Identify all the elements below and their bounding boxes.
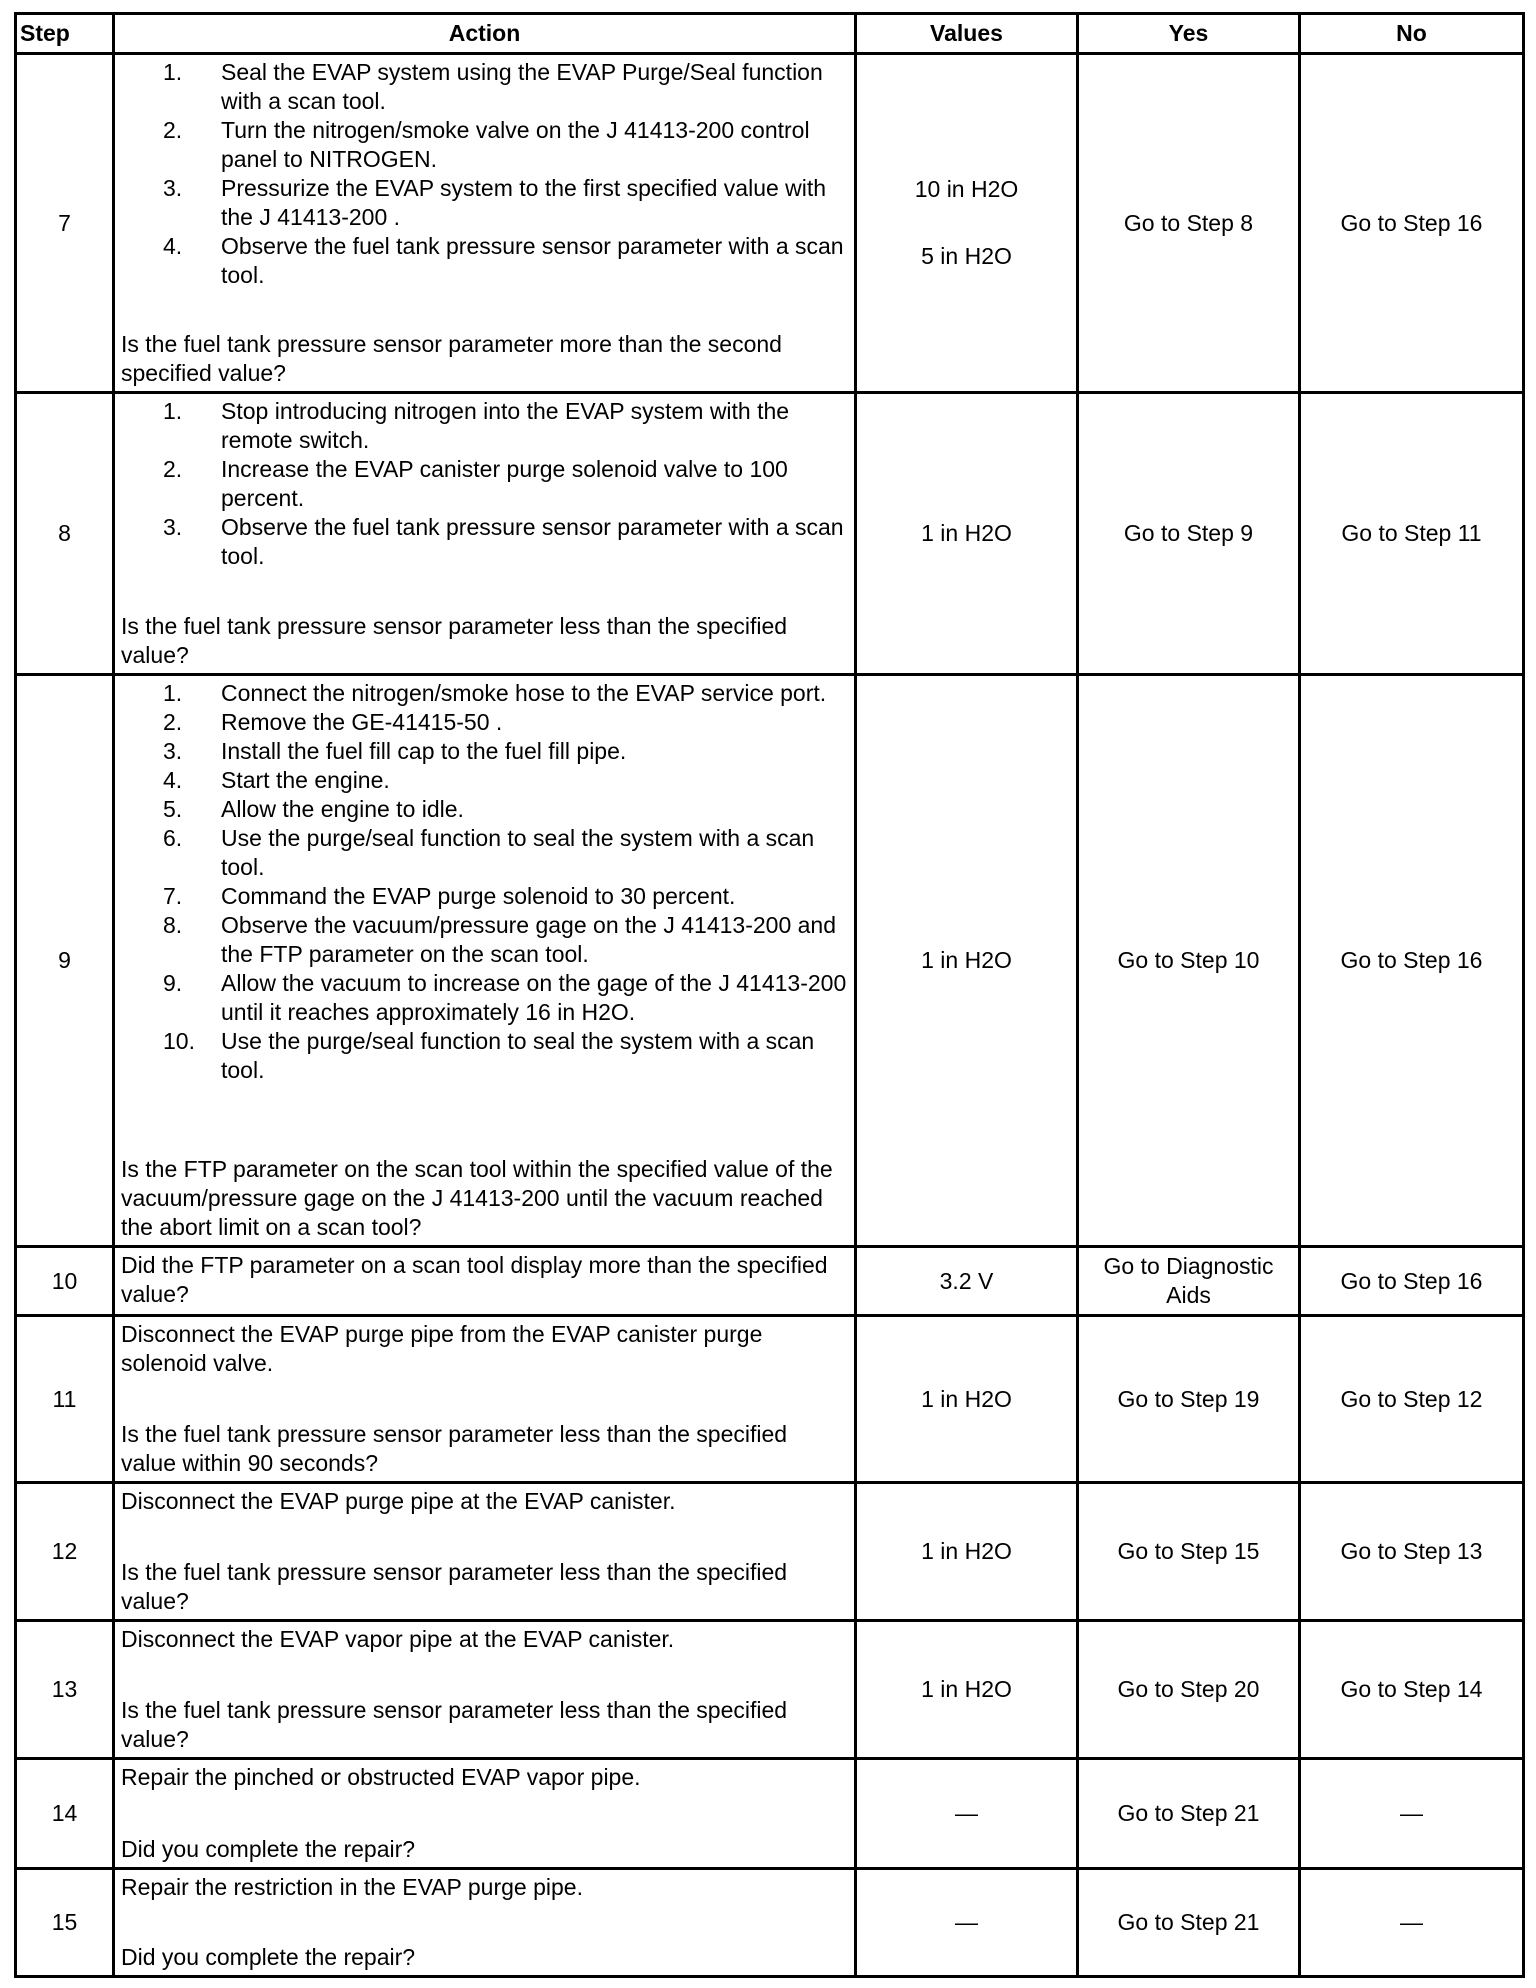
action-content bbox=[121, 1763, 848, 1864]
action-step-item bbox=[163, 679, 848, 708]
values-cell bbox=[856, 54, 1078, 393]
action-text: Repair the restriction in the EVAP purge pipe. bbox=[121, 1874, 583, 1900]
yes-result: Go to Step 19 bbox=[1078, 1316, 1300, 1483]
action-step-item bbox=[163, 882, 848, 911]
action-step-item bbox=[163, 824, 848, 882]
step-number: 9 bbox=[16, 675, 114, 1247]
diagnostic-table bbox=[14, 12, 1525, 1978]
spec-value: 10 in H2O bbox=[914, 176, 1019, 202]
action-content bbox=[121, 1320, 848, 1478]
action-step-item bbox=[163, 513, 848, 571]
action-step-text: Allow the vacuum to increase on the gage of the J 41413-200 until it reaches approximately 16 in H2O. bbox=[221, 970, 847, 1025]
header-yes: Yes bbox=[1078, 14, 1300, 54]
action-step-item bbox=[163, 174, 848, 232]
action-step-number: 3. bbox=[163, 514, 183, 540]
spec-value: — bbox=[955, 1909, 978, 1935]
table-row bbox=[16, 1316, 1524, 1483]
action-instructions bbox=[121, 1763, 848, 1792]
action-cell bbox=[114, 1869, 856, 1977]
spec-value: 1 in H2O bbox=[921, 1538, 1012, 1564]
header-step: Step bbox=[16, 14, 114, 54]
values-cell bbox=[856, 393, 1078, 675]
action-question: Did you complete the repair? bbox=[121, 1836, 416, 1862]
values-cell bbox=[856, 1247, 1078, 1316]
action-content bbox=[121, 58, 848, 388]
action-cell bbox=[114, 393, 856, 675]
action-step-text: Connect the nitrogen/smoke hose to the EVAP service port. bbox=[221, 680, 827, 706]
spec-value: 1 in H2O bbox=[921, 1385, 1012, 1412]
action-text: Repair the pinched or obstructed EVAP vapor pipe. bbox=[121, 1764, 641, 1790]
action-step-number: 7. bbox=[163, 883, 183, 909]
action-question: Is the fuel tank pressure sensor parameter less than the specified value within 90 seconds? bbox=[121, 1421, 788, 1476]
action-step-text: Start the engine. bbox=[221, 767, 390, 793]
action-step-number: 10. bbox=[163, 1028, 195, 1054]
values-cell bbox=[856, 1759, 1078, 1869]
spec-value: 1 in H2O bbox=[921, 947, 1012, 973]
action-step-item bbox=[163, 116, 848, 174]
action-step-number: 1. bbox=[163, 398, 183, 424]
action-step-number: 4. bbox=[163, 767, 183, 793]
no-result: Go to Step 12 bbox=[1300, 1316, 1524, 1483]
action-text: Did the FTP parameter on a scan tool display more than the specified value? bbox=[121, 1252, 828, 1307]
action-text: Disconnect the EVAP purge pipe at the EVAP canister. bbox=[121, 1488, 676, 1514]
action-step-text: Turn the nitrogen/smoke valve on the J 41413-200 control panel to NITROGEN. bbox=[221, 117, 810, 172]
action-question: Is the FTP parameter on the scan tool within the specified value of the vacuum/pressure gage on the J 41413-200 until the vacuum reached the abort limit on a scan tool? bbox=[121, 1156, 833, 1240]
action-instructions bbox=[121, 397, 848, 571]
no-result: Go to Step 16 bbox=[1300, 1247, 1524, 1316]
action-question: Is the fuel tank pressure sensor parameter more than the second specified value? bbox=[121, 331, 782, 386]
action-step-item bbox=[163, 911, 848, 969]
action-step-item bbox=[163, 795, 848, 824]
no-result: Go to Step 16 bbox=[1300, 675, 1524, 1247]
step-number: 7 bbox=[16, 54, 114, 393]
no-result: Go to Step 11 bbox=[1300, 393, 1524, 675]
table-row bbox=[16, 1759, 1524, 1869]
action-step-number: 1. bbox=[163, 59, 183, 85]
action-step-number: 2. bbox=[163, 117, 183, 143]
action-step-text: Observe the vacuum/pressure gage on the J 41413-200 and the FTP parameter on the scan tool. bbox=[221, 912, 837, 967]
header-values: Values bbox=[856, 14, 1078, 54]
header-row bbox=[16, 14, 1524, 54]
spec-value: 3.2 V bbox=[939, 1267, 994, 1294]
step-number: 10 bbox=[16, 1247, 114, 1316]
action-step-number: 1. bbox=[163, 680, 183, 706]
table-row bbox=[16, 1247, 1524, 1316]
action-step-number: 3. bbox=[163, 738, 183, 764]
action-text: Disconnect the EVAP vapor pipe at the EVAP canister. bbox=[121, 1626, 675, 1652]
action-step-list bbox=[121, 679, 848, 1085]
action-instructions bbox=[121, 1487, 848, 1516]
yes-result: Go to Step 20 bbox=[1078, 1621, 1300, 1759]
action-step-list bbox=[121, 58, 848, 290]
no-result: Go to Step 13 bbox=[1300, 1483, 1524, 1621]
step-number: 11 bbox=[16, 1316, 114, 1483]
action-step-item bbox=[163, 969, 848, 1027]
action-step-text: Install the fuel fill cap to the fuel fill pipe. bbox=[221, 738, 627, 764]
action-step-item bbox=[163, 1027, 848, 1085]
action-cell bbox=[114, 1316, 856, 1483]
yes-result: Go to Step 21 bbox=[1078, 1869, 1300, 1977]
yes-result: Go to Step 8 bbox=[1078, 54, 1300, 393]
table-row bbox=[16, 1483, 1524, 1621]
action-step-item bbox=[163, 766, 848, 795]
action-step-item bbox=[163, 58, 848, 116]
action-step-text: Command the EVAP purge solenoid to 30 percent. bbox=[221, 883, 736, 909]
step-number: 8 bbox=[16, 393, 114, 675]
action-question: Is the fuel tank pressure sensor parameter less than the specified value? bbox=[121, 1559, 788, 1614]
action-content bbox=[121, 679, 848, 1242]
action-step-list bbox=[121, 397, 848, 571]
no-result: Go to Step 14 bbox=[1300, 1621, 1524, 1759]
action-step-text: Remove the GE-41415-50 . bbox=[221, 709, 503, 735]
table-row bbox=[16, 393, 1524, 675]
action-instructions bbox=[121, 1251, 848, 1309]
action-cell bbox=[114, 1247, 856, 1316]
action-content bbox=[121, 1251, 848, 1311]
step-number: 15 bbox=[16, 1869, 114, 1977]
action-instructions bbox=[121, 1320, 848, 1378]
spec-value: 1 in H2O bbox=[921, 1676, 1012, 1702]
step-number: 13 bbox=[16, 1621, 114, 1759]
values-cell bbox=[856, 1869, 1078, 1977]
table-row bbox=[16, 1621, 1524, 1759]
action-question: Did you complete the repair? bbox=[121, 1944, 416, 1970]
action-step-text: Observe the fuel tank pressure sensor parameter with a scan tool. bbox=[221, 514, 844, 569]
spec-value: 5 in H2O bbox=[921, 243, 1012, 269]
yes-result: Go to Step 10 bbox=[1078, 675, 1300, 1247]
action-step-number: 4. bbox=[163, 233, 183, 259]
action-content bbox=[121, 1625, 848, 1754]
table-row bbox=[16, 675, 1524, 1247]
action-step-text: Use the purge/seal function to seal the system with a scan tool. bbox=[221, 825, 815, 880]
spec-value: — bbox=[955, 1800, 978, 1826]
action-content bbox=[121, 1487, 848, 1616]
no-result: Go to Step 16 bbox=[1300, 54, 1524, 393]
action-cell bbox=[114, 675, 856, 1247]
action-step-number: 9. bbox=[163, 970, 183, 996]
no-result: — bbox=[1300, 1759, 1524, 1869]
action-content bbox=[121, 1873, 848, 1972]
action-step-text: Use the purge/seal function to seal the system with a scan tool. bbox=[221, 1028, 815, 1083]
action-step-text: Seal the EVAP system using the EVAP Purge/Seal function with a scan tool. bbox=[221, 59, 823, 114]
action-step-number: 3. bbox=[163, 175, 183, 201]
yes-result: Go to Step 9 bbox=[1078, 393, 1300, 675]
action-question: Is the fuel tank pressure sensor parameter less than the specified value? bbox=[121, 613, 788, 668]
action-step-item bbox=[163, 397, 848, 455]
action-cell bbox=[114, 1759, 856, 1869]
action-content bbox=[121, 397, 848, 670]
action-step-number: 5. bbox=[163, 796, 183, 822]
action-step-item bbox=[163, 737, 848, 766]
action-cell bbox=[114, 1621, 856, 1759]
yes-result: Go to Step 15 bbox=[1078, 1483, 1300, 1621]
action-step-text: Allow the engine to idle. bbox=[221, 796, 464, 822]
action-step-number: 2. bbox=[163, 456, 183, 482]
action-instructions bbox=[121, 1625, 848, 1654]
action-step-item bbox=[163, 708, 848, 737]
no-result: — bbox=[1300, 1869, 1524, 1977]
action-step-text: Pressurize the EVAP system to the first specified value with the J 41413-200 . bbox=[221, 175, 827, 230]
action-question: Is the fuel tank pressure sensor parameter less than the specified value? bbox=[121, 1697, 788, 1752]
spec-value: 1 in H2O bbox=[921, 520, 1012, 546]
table-row bbox=[16, 1869, 1524, 1977]
action-step-number: 6. bbox=[163, 825, 183, 851]
action-step-text: Stop introducing nitrogen into the EVAP system with the remote switch. bbox=[221, 398, 790, 453]
values-cell bbox=[856, 1483, 1078, 1621]
yes-result: Go to Step 21 bbox=[1078, 1759, 1300, 1869]
action-step-item bbox=[163, 232, 848, 290]
action-instructions bbox=[121, 1873, 848, 1902]
values-cell bbox=[856, 675, 1078, 1247]
action-step-item bbox=[163, 455, 848, 513]
action-cell bbox=[114, 54, 856, 393]
table-row bbox=[16, 54, 1524, 393]
action-instructions bbox=[121, 58, 848, 290]
step-number: 12 bbox=[16, 1483, 114, 1621]
yes-result: Go to Diagnostic Aids bbox=[1078, 1247, 1300, 1316]
action-step-text: Observe the fuel tank pressure sensor parameter with a scan tool. bbox=[221, 233, 844, 288]
header-action: Action bbox=[114, 14, 856, 54]
header-no: No bbox=[1300, 14, 1524, 54]
values-cell bbox=[856, 1316, 1078, 1483]
values-cell bbox=[856, 1621, 1078, 1759]
action-step-number: 8. bbox=[163, 912, 183, 938]
action-step-text: Increase the EVAP canister purge solenoid valve to 100 percent. bbox=[221, 456, 788, 511]
action-instructions bbox=[121, 679, 848, 1085]
step-number: 14 bbox=[16, 1759, 114, 1869]
action-cell bbox=[114, 1483, 856, 1621]
action-text: Disconnect the EVAP purge pipe from the EVAP canister purge solenoid valve. bbox=[121, 1321, 763, 1376]
action-step-number: 2. bbox=[163, 709, 183, 735]
